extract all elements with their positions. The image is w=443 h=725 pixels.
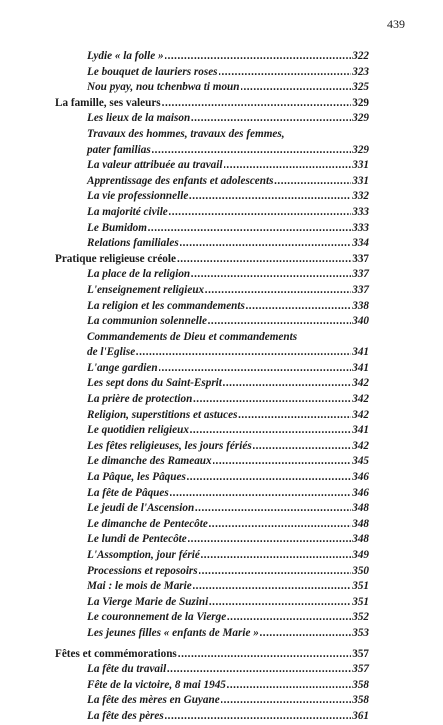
toc-entry-title: Les sept dons du Saint-Esprit <box>87 377 222 390</box>
toc-entry-page: 322 <box>352 50 369 62</box>
toc-entry-page: 333 <box>352 221 369 234</box>
toc-entry <box>87 486 369 502</box>
toc-entry-page: 329 <box>352 96 369 109</box>
toc-leader-dots <box>193 392 351 408</box>
toc-entry-title: La valeur attribuée au travail <box>87 159 223 172</box>
toc-leader-dots <box>165 49 352 65</box>
toc-leader-dots <box>136 345 351 361</box>
toc-entry <box>87 626 369 642</box>
toc-leader-dots <box>223 376 351 392</box>
toc-entry-page: 329 <box>352 143 369 156</box>
toc-entry <box>87 709 369 725</box>
toc-leader-dots <box>224 158 352 174</box>
toc-leader-dots <box>209 595 351 611</box>
toc-leader-dots <box>205 283 351 299</box>
toc-entry-page: 346 <box>352 486 369 499</box>
toc-leader-dots <box>227 678 351 694</box>
toc-leader-dots <box>208 314 351 330</box>
toc-entry-title: Fête de la victoire, 8 mai 1945 <box>87 678 226 691</box>
toc-entry <box>87 454 369 470</box>
toc-entry <box>87 205 369 221</box>
toc-entry-page: 331 <box>352 159 369 172</box>
toc-entry-page: 325 <box>352 81 369 94</box>
toc-leader-dots <box>195 501 351 517</box>
toc-entry-title: L'enseignement religieux <box>87 283 205 296</box>
toc-entry <box>87 376 369 392</box>
toc-entry <box>87 345 369 361</box>
toc-entry-title: La place de la religion <box>87 268 191 281</box>
toc-leader-dots <box>227 610 351 626</box>
toc-leader-dots <box>180 236 352 252</box>
toc-entry <box>87 330 369 346</box>
toc-entry <box>87 408 369 424</box>
toc-leader-dots <box>152 143 352 159</box>
toc-entry-title: Le bouquet de lauriers roses <box>87 65 218 78</box>
toc-entry-page: 351 <box>352 595 369 608</box>
toc-entry <box>87 143 369 159</box>
toc-entry-title: La majorité civile <box>87 205 168 218</box>
toc-entry-title: Religion, superstitions et astuces <box>87 408 238 421</box>
toc-leader-dots <box>159 361 352 377</box>
toc-entry-page: 341 <box>352 346 369 359</box>
table-of-contents <box>55 49 369 725</box>
toc-entry-title: Commandements de Dieu et commandements <box>87 330 298 343</box>
toc-leader-dots <box>165 709 351 725</box>
toc-entry-title: La fête des pères <box>87 709 164 722</box>
toc-entry-title: Lydie « la folle » <box>87 50 164 62</box>
toc-entry-title: Le lundi de Pentecôte <box>87 533 187 546</box>
toc-entry <box>87 65 369 81</box>
toc-entry-page: 340 <box>352 315 369 328</box>
toc-entry-title: La vie professionnelle <box>87 190 189 203</box>
toc-entry-title: La fête du travail <box>87 663 167 676</box>
toc-leader-dots <box>170 486 352 502</box>
toc-entry <box>87 236 369 252</box>
toc-entry <box>87 579 369 595</box>
toc-leader-dots <box>162 96 352 112</box>
toc-entry <box>87 267 369 283</box>
toc-entry <box>87 174 369 190</box>
toc-entry-page: 348 <box>352 533 369 546</box>
toc-entry-page: 337 <box>352 283 369 296</box>
toc-leader-dots <box>241 80 352 96</box>
toc-entry <box>87 678 369 694</box>
toc-leader-dots <box>178 647 351 663</box>
toc-entry-page: 357 <box>352 647 369 660</box>
toc-entry-page: 350 <box>352 564 369 577</box>
toc-entry-title: La prière de protection <box>87 393 193 406</box>
toc-entry-page: 351 <box>352 580 369 593</box>
toc-entry <box>87 189 369 205</box>
toc-entry-page: 329 <box>352 112 369 125</box>
toc-entry-page: 331 <box>352 174 369 187</box>
toc-entry <box>87 127 369 143</box>
toc-entry <box>87 501 369 517</box>
toc-entry <box>87 595 369 611</box>
toc-entry <box>87 610 369 626</box>
toc-entry <box>87 392 369 408</box>
toc-leader-dots <box>274 174 351 190</box>
toc-entry-page: 342 <box>352 393 369 406</box>
toc-entry-title: La communion solennelle <box>87 315 207 328</box>
toc-entry-title: Travaux des hommes, travaux des femmes, <box>87 127 285 140</box>
toc-entry-title: Le jeudi de l'Ascension <box>87 502 195 515</box>
toc-entry <box>87 423 369 439</box>
toc-entry-page: 342 <box>352 439 369 452</box>
toc-entry <box>87 693 369 709</box>
toc-section-entry <box>55 252 369 268</box>
toc-entry <box>87 532 369 548</box>
toc-entry-page: 358 <box>352 694 369 707</box>
toc-entry-title: Les jeunes filles « enfants de Marie » <box>87 626 259 639</box>
toc-leader-dots <box>193 579 351 595</box>
toc-entry-title: de l'Eglise <box>87 346 136 359</box>
toc-entry-page: 348 <box>352 517 369 530</box>
toc-entry-title: Apprentissage des enfants et adolescents <box>87 174 274 187</box>
toc-entry <box>87 111 369 127</box>
toc-entry-title: Processions et reposoirs <box>87 564 198 577</box>
toc-leader-dots <box>209 517 351 533</box>
toc-entry-title: Nou pyay, nou tchenbwa ti moun <box>87 81 240 94</box>
toc-section-entry <box>55 96 369 112</box>
toc-entry-title: La fête des mères en Guyane <box>87 694 220 707</box>
toc-entry <box>87 517 369 533</box>
toc-entry-page: 361 <box>352 709 369 722</box>
toc-entry-title: Le dimanche de Pentecôte <box>87 517 208 530</box>
toc-leader-dots <box>238 408 351 424</box>
toc-entry-page: 353 <box>352 626 369 639</box>
toc-leader-dots <box>191 267 351 283</box>
toc-entry-title: Mai : le mois de Marie <box>87 580 192 593</box>
toc-entry <box>87 49 369 65</box>
toc-entry-page: 338 <box>352 299 369 312</box>
toc-entry-title: L'ange gardien <box>87 361 158 374</box>
toc-entry-title: La famille, ses valeurs <box>55 96 161 109</box>
toc-entry-page: 358 <box>352 678 369 691</box>
toc-entry <box>87 548 369 564</box>
toc-entry-page: 341 <box>352 424 369 437</box>
toc-leader-dots <box>169 205 351 221</box>
toc-entry <box>87 158 369 174</box>
toc-entry-title: La Pâque, les Pâques <box>87 471 186 484</box>
toc-entry <box>87 80 369 96</box>
toc-entry <box>87 439 369 455</box>
toc-leader-dots <box>201 548 351 564</box>
toc-entry-page: 341 <box>352 361 369 374</box>
toc-leader-dots <box>213 454 352 470</box>
toc-leader-dots <box>177 252 351 268</box>
toc-entry-page: 346 <box>352 471 369 484</box>
toc-leader-dots <box>188 532 351 548</box>
toc-entry-title: Le Bumidom <box>87 221 147 234</box>
toc-entry-title: Les fêtes religieuses, les jours fériés <box>87 439 252 452</box>
toc-entry-title: Le dimanche des Rameaux <box>87 455 212 468</box>
toc-entry-title: Fêtes et commémorations <box>55 647 177 660</box>
toc-entry-page: 337 <box>352 252 369 265</box>
toc-leader-dots <box>187 470 351 486</box>
toc-entry <box>87 564 369 580</box>
toc-entry-page: 357 <box>352 663 369 676</box>
toc-entry <box>87 361 369 377</box>
toc-entry-page: 323 <box>352 65 369 78</box>
toc-entry-title: La Vierge Marie de Suzini <box>87 595 209 608</box>
toc-leader-dots <box>219 65 352 81</box>
page-number: 439 <box>387 17 405 31</box>
toc-entry-page: 342 <box>352 408 369 421</box>
toc-entry-page: 333 <box>352 205 369 218</box>
toc-entry-page: 334 <box>352 237 369 250</box>
toc-leader-dots <box>221 693 352 709</box>
toc-entry-page: 342 <box>352 377 369 390</box>
toc-leader-dots <box>167 662 351 678</box>
toc-leader-dots <box>190 423 351 439</box>
toc-entry <box>87 314 369 330</box>
toc-entry-title: Pratique religieuse créole <box>55 252 176 265</box>
toc-entry-title: Relations familiales <box>87 237 179 250</box>
toc-leader-dots <box>191 111 351 127</box>
toc-leader-dots <box>148 221 351 237</box>
toc-entry-page: 345 <box>352 455 369 468</box>
toc-leader-dots <box>246 299 351 315</box>
toc-entry <box>87 283 369 299</box>
toc-entry-title: Le couronnement de la Vierge <box>87 611 227 624</box>
toc-entry-page: 337 <box>352 268 369 281</box>
toc-entry-title: La religion et les commandements <box>87 299 245 312</box>
toc-entry <box>87 662 369 678</box>
toc-entry-title: Les lieux de la maison <box>87 112 191 125</box>
toc-entry-title: La fête de Pâques <box>87 486 169 499</box>
toc-entry <box>87 221 369 237</box>
toc-entry-title: Le quotidien religieux <box>87 424 189 437</box>
toc-leader-dots <box>260 626 351 642</box>
toc-leader-dots <box>199 564 352 580</box>
toc-entry-title: L'Assomption, jour férié <box>87 549 200 561</box>
toc-entry-page: 348 <box>352 502 369 515</box>
toc-leader-dots <box>189 189 351 205</box>
toc-entry-page: 352 <box>352 611 369 624</box>
toc-entry <box>87 470 369 486</box>
toc-entry-title: pater familias <box>87 143 151 156</box>
toc-entry-page: 349 <box>352 549 369 561</box>
toc-entry <box>87 299 369 315</box>
toc-leader-dots <box>253 439 352 455</box>
toc-section-entry <box>55 647 369 663</box>
toc-entry-page: 332 <box>352 190 369 203</box>
